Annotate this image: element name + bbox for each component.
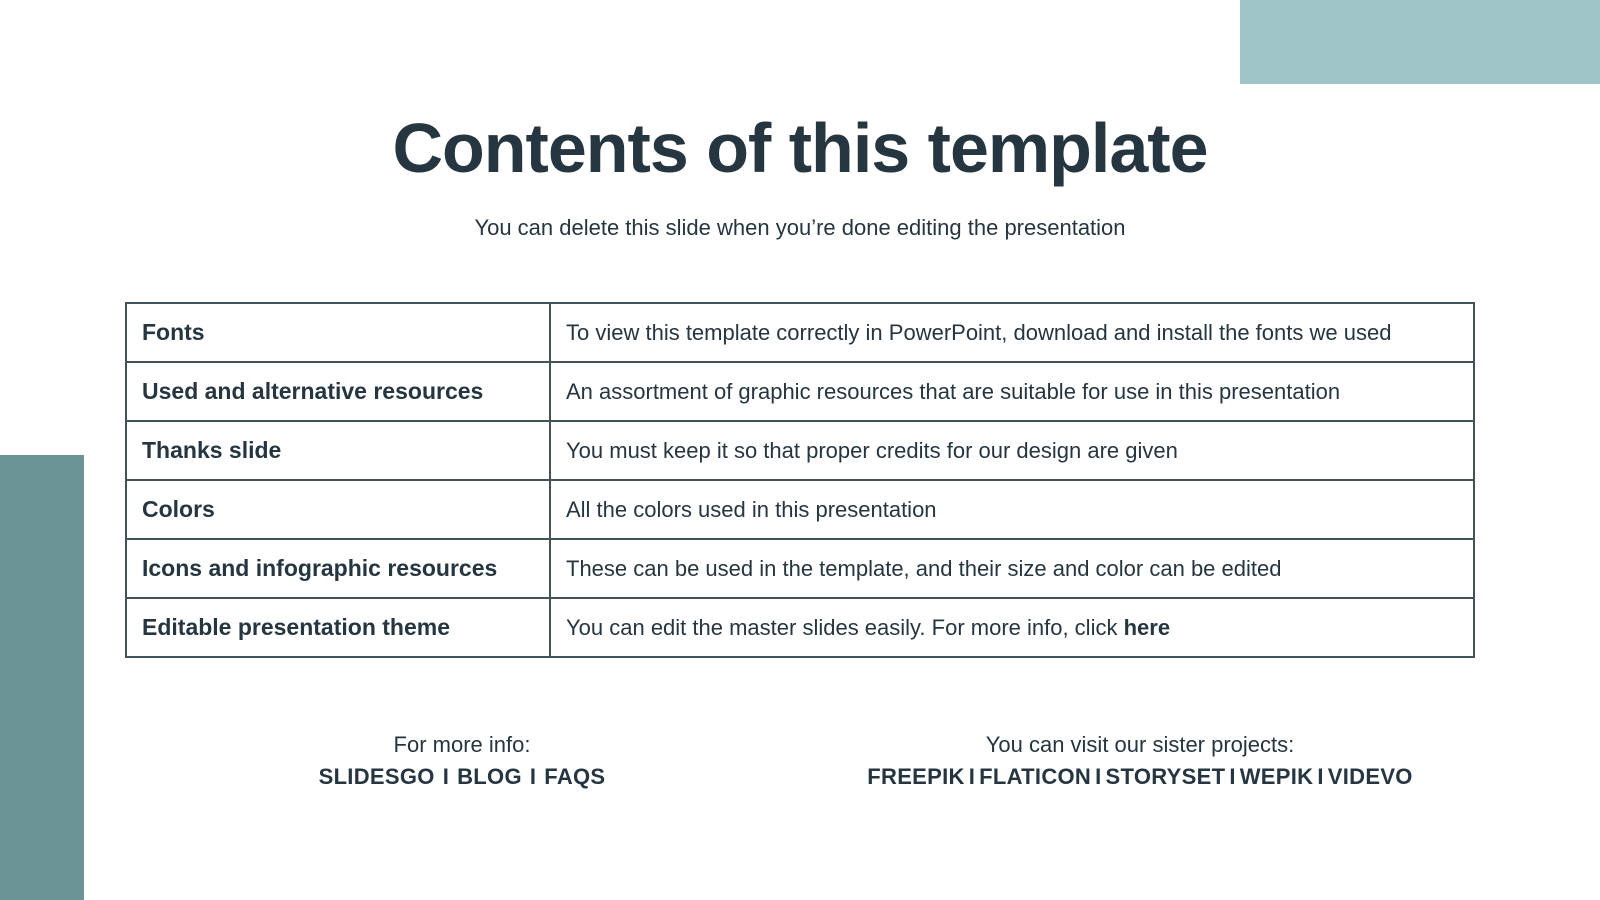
row-description-cell	[550, 598, 1474, 657]
table-row	[126, 539, 1474, 598]
page-subtitle: You can delete this slide when you’re done editing the presentation	[474, 215, 1126, 240]
blog-link[interactable]: BLOG	[457, 764, 522, 789]
wepik-link[interactable]: WEPIK	[1239, 764, 1314, 789]
link-separator: I	[1317, 764, 1324, 789]
slidesgo-link[interactable]: SLIDESGO	[318, 764, 435, 789]
table-row	[126, 421, 1474, 480]
row-name-cell: Fonts	[126, 303, 550, 362]
row-description-text: You can edit the master slides easily. For more info, click	[566, 614, 1124, 640]
faqs-link[interactable]: FAQS	[544, 764, 606, 789]
row-name-cell: Icons and infographic resources	[126, 539, 550, 598]
table-row	[126, 303, 1474, 362]
link-separator: I	[968, 764, 976, 789]
footer-more-info-links	[262, 764, 662, 790]
table-row	[126, 598, 1474, 657]
link-separator: I	[1229, 764, 1236, 789]
decorative-top-right-block	[1240, 0, 1600, 84]
footer-sister-projects-label: You can visit our sister projects:	[985, 732, 1295, 757]
decorative-left-block	[0, 455, 84, 900]
row-name-cell: Used and alternative resources	[126, 362, 550, 421]
flaticon-link[interactable]: FLATICON	[979, 764, 1092, 789]
freepik-link[interactable]: FREEPIK	[867, 764, 965, 789]
link-separator: I	[1095, 764, 1102, 789]
footer-sister-projects	[800, 732, 1480, 790]
storyset-link[interactable]: STORYSET	[1105, 764, 1226, 789]
videvo-link[interactable]: VIDEVO	[1327, 764, 1413, 789]
contents-table	[125, 302, 1475, 658]
page-title: Contents of this template	[392, 109, 1208, 187]
footer-more-info-label: For more info:	[393, 732, 531, 757]
link-separator: I	[529, 764, 537, 789]
row-description-cell: To view this template correctly in PowerPoint, download and install the fonts we used	[550, 303, 1474, 362]
table-row	[126, 480, 1474, 539]
row-description-cell: You must keep it so that proper credits for our design are given	[550, 421, 1474, 480]
row-name-cell: Editable presentation theme	[126, 598, 550, 657]
table-row	[126, 362, 1474, 421]
row-description-cell: An assortment of graphic resources that are suitable for use in this presentation	[550, 362, 1474, 421]
footer-sister-projects-links	[800, 764, 1480, 790]
row-name-cell: Colors	[126, 480, 550, 539]
here-link[interactable]: here	[1123, 614, 1171, 640]
row-description-cell: These can be used in the template, and their size and color can be edited	[550, 539, 1474, 598]
row-name-cell: Thanks slide	[126, 421, 550, 480]
row-description-cell: All the colors used in this presentation	[550, 480, 1474, 539]
link-separator: I	[442, 764, 450, 789]
footer-more-info	[262, 732, 662, 790]
